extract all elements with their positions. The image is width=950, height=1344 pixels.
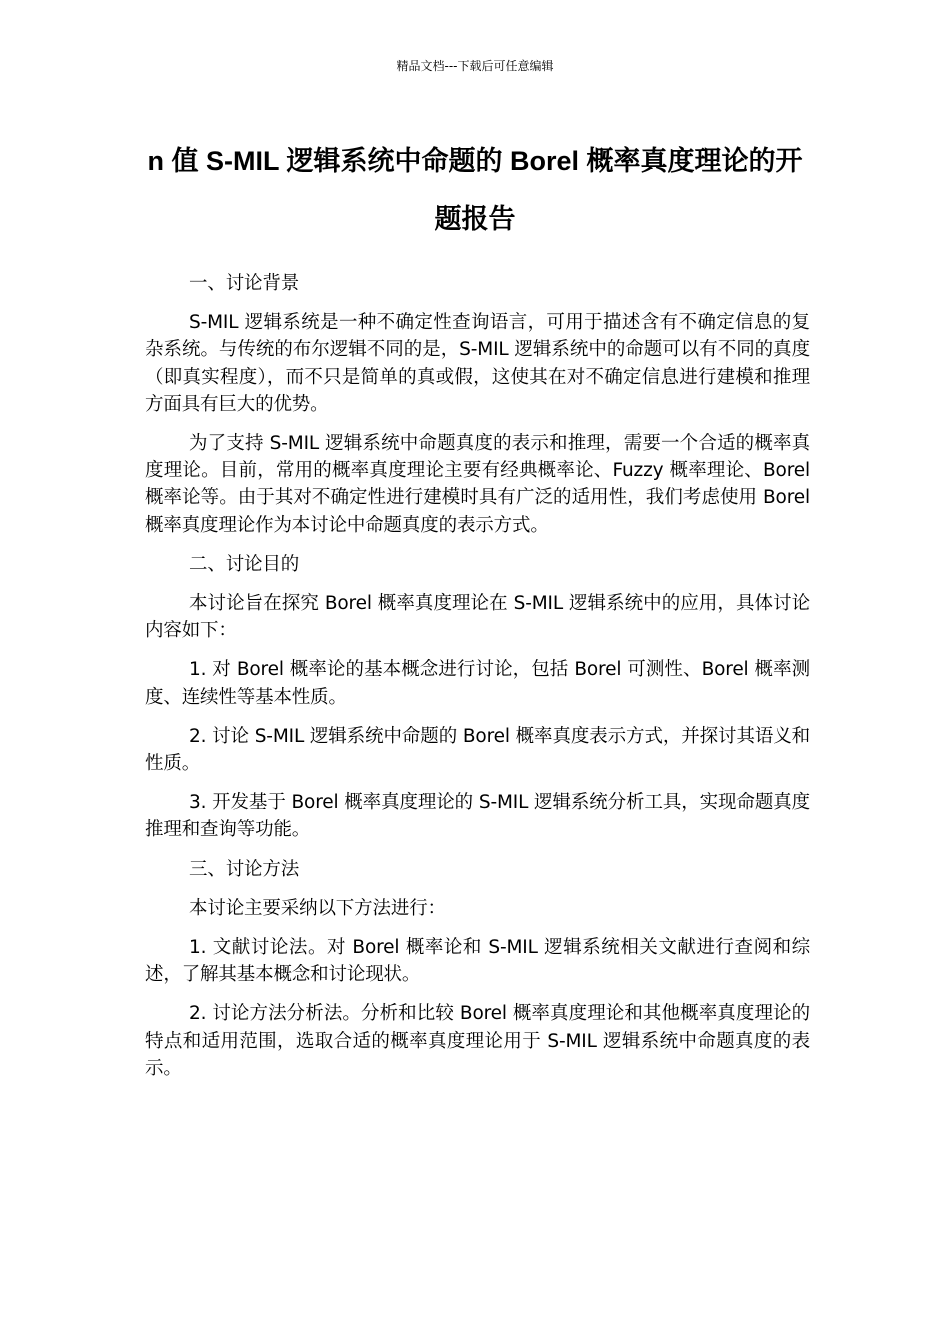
section-heading-method: 三、讨论方法: [189, 858, 300, 880]
document-body: [145, 270, 810, 1094]
paragraph: 本讨论旨在探究 Borel 概率真度理论在 S-MIL 逻辑系统中的应用，具体讨论内容如下：: [145, 593, 810, 642]
list-item: 1. 对 Borel 概率论的基本概念进行讨论，包括 Borel 可测性、Borel 概率测度、连续性等基本性质。: [145, 659, 810, 708]
paragraph: 为了支持 S-MIL 逻辑系统中命题真度的表示和推理，需要一个合适的概率真度理论。目前，常用的概率真度理论主要有经典概率论、Fuzzy 概率理论、Borel 概率论等。由于其对不确定性进行建模时具有广泛的适用性，我们考虑使用 Borel 概率真度理论作为本讨论中命题真度的表示方式。: [145, 433, 810, 536]
section-heading-purpose: 二、讨论目的: [189, 553, 300, 575]
paragraph: 本讨论主要采纳以下方法进行：: [189, 897, 446, 919]
list-item: 1. 文献讨论法。对 Borel 概率论和 S-MIL 逻辑系统相关文献进行查阅和综述，了解其基本概念和讨论现状。: [145, 937, 810, 986]
list-item: 2. 讨论方法分析法。分析和比较 Borel 概率真度理论和其他概率真度理论的特点和适用范围，选取合适的概率真度理论用于 S-MIL 逻辑系统中命题真度的表示。: [145, 1003, 810, 1079]
page-header-note: 精品文档---下载后可任意编辑: [396, 59, 554, 73]
paragraph: S-MIL 逻辑系统是一种不确定性查询语言，可用于描述含有不确定信息的复杂系统。与传统的布尔逻辑不同的是，S-MIL 逻辑系统中的命题可以有不同的真度（即真实程度），而不只是简单的真或假，这使其在对不确定信息进行建模和推理方面具有巨大的优势。: [145, 312, 810, 415]
section-heading-background: 一、讨论背景: [189, 273, 300, 294]
document-title: n 值 S-MIL 逻辑系统中命题的 Borel 概率真度理论的开题报告: [147, 146, 803, 234]
list-item: 3. 开发基于 Borel 概率真度理论的 S-MIL 逻辑系统分析工具，实现命题真度推理和查询等功能。: [145, 792, 810, 841]
list-item: 2. 讨论 S-MIL 逻辑系统中命题的 Borel 概率真度表示方式，并探讨其语义和性质。: [145, 725, 810, 775]
